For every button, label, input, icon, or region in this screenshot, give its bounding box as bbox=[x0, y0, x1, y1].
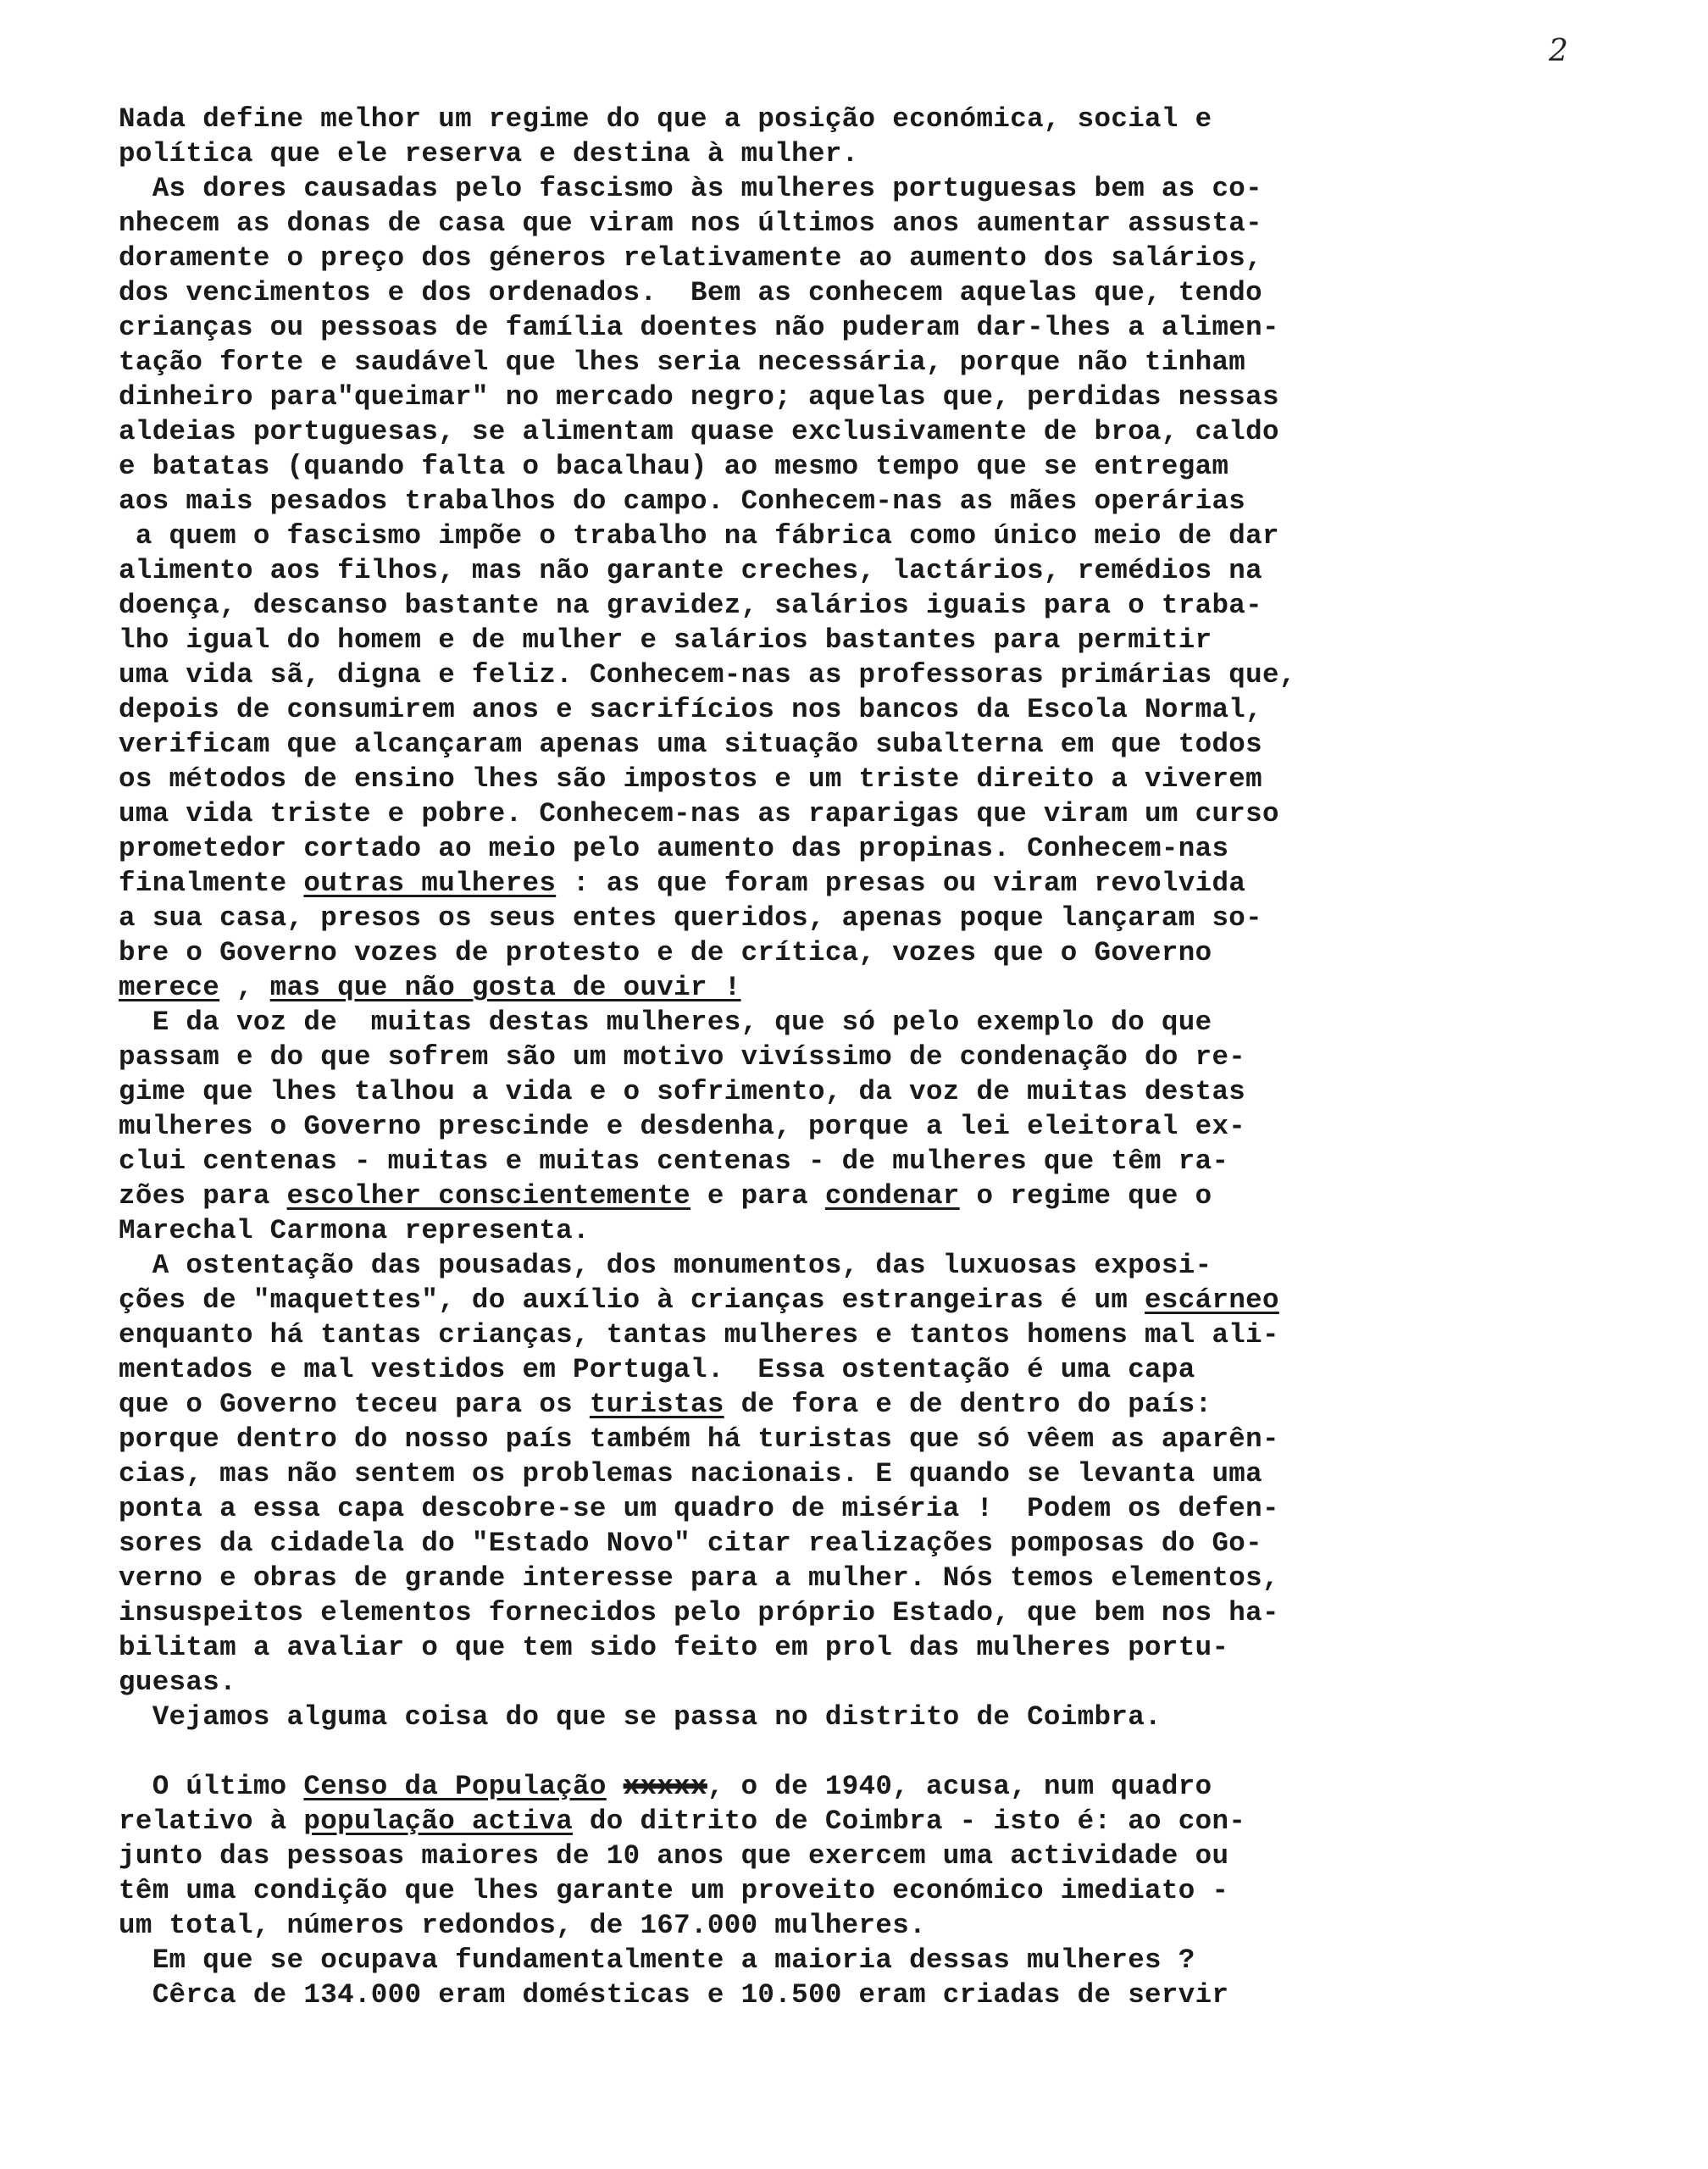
text-segment: sores da cidadela do "Estado Novo" citar realizações pomposas do Go- bbox=[119, 1528, 1263, 1559]
text-segment: mentados e mal vestidos em Portugal. Essa ostentação é uma capa bbox=[119, 1354, 1195, 1385]
text-line bbox=[119, 1978, 1525, 2012]
text-line bbox=[119, 1804, 1525, 1839]
text-segment: nhecem as donas de casa que viram nos últimos anos aumentar assusta- bbox=[119, 208, 1263, 239]
text-line bbox=[119, 1005, 1525, 1040]
document-body bbox=[119, 102, 1525, 2012]
text-segment: cias, mas não sentem os problemas nacionais. E quando se levanta uma bbox=[119, 1458, 1263, 1489]
text-line bbox=[119, 1526, 1525, 1561]
text-segment: gime que lhes talhou a vida e o sofrimento, da voz de muitas destas bbox=[119, 1076, 1246, 1107]
text-segment: E da voz de muitas destas mulheres, que só pelo exemplo do que bbox=[119, 1007, 1212, 1038]
text-line bbox=[119, 1491, 1525, 1526]
text-segment: Nada define melhor um regime do que a posição económica, social e bbox=[119, 103, 1212, 135]
text-line bbox=[119, 310, 1525, 345]
text-segment: Cêrca de 134.000 eram domésticas e 10.500 eram criadas de servir bbox=[119, 1979, 1229, 2011]
text-segment: mulheres o Governo prescinde e desdenha, porque a lei eleitoral ex- bbox=[119, 1111, 1246, 1142]
text-line bbox=[119, 1873, 1525, 1908]
text-line bbox=[119, 241, 1525, 275]
text-segment: dos vencimentos e dos ordenados. Bem as conhecem aquelas que, tendo bbox=[119, 277, 1263, 308]
text-line bbox=[119, 519, 1525, 553]
text-segment: dinheiro para"queimar" no mercado negro; aquelas que, perdidas nessas bbox=[119, 381, 1279, 413]
text-line bbox=[119, 762, 1525, 796]
text-line bbox=[119, 345, 1525, 380]
text-line bbox=[119, 1109, 1525, 1144]
text-segment: : as que foram presas ou viram revolvida bbox=[556, 868, 1246, 899]
text-line bbox=[119, 623, 1525, 657]
text-line bbox=[119, 831, 1525, 866]
text-segment: tação forte e saudável que lhes seria necessária, porque não tinham bbox=[119, 347, 1246, 378]
text-line bbox=[119, 1074, 1525, 1109]
text-segment: passam e do que sofrem são um motivo vivíssimo de condenação do re- bbox=[119, 1041, 1246, 1073]
underlined-phrase: mas que não gosta de ouvir ! bbox=[269, 972, 741, 1003]
text-segment: Marechal Carmona representa. bbox=[119, 1215, 590, 1246]
underlined-phrase: população activa bbox=[303, 1806, 574, 1837]
text-line bbox=[119, 866, 1525, 901]
text-line bbox=[119, 1248, 1525, 1283]
text-segment: e batatas (quando falta o bacalhau) ao mesmo tempo que se entregam bbox=[119, 451, 1229, 482]
text-line bbox=[119, 414, 1525, 449]
text-line bbox=[119, 553, 1525, 588]
text-line bbox=[119, 935, 1525, 970]
text-segment: verificam que alcançaram apenas uma situação subalterna em que todos bbox=[119, 729, 1263, 760]
text-line bbox=[119, 1630, 1525, 1665]
text-line bbox=[119, 692, 1525, 727]
text-segment: Vejamos alguma coisa do que se passa no distrito de Coimbra. bbox=[119, 1701, 1162, 1733]
text-line bbox=[119, 484, 1525, 519]
text-segment: insuspeitos elementos fornecidos pelo próprio Estado, que bem nos ha- bbox=[119, 1597, 1279, 1628]
text-segment: , o de 1940, acusa, num quadro bbox=[707, 1771, 1212, 1802]
text-line bbox=[119, 1317, 1525, 1352]
text-segment: alimento aos filhos, mas não garante creches, lactários, remédios na bbox=[119, 555, 1263, 586]
text-segment: e para bbox=[690, 1180, 825, 1212]
underlined-phrase: merece bbox=[119, 972, 220, 1003]
text-segment: ponta a essa capa descobre-se um quadro de miséria ! Podem os defen- bbox=[119, 1493, 1279, 1524]
text-segment: uma vida sã, digna e feliz. Conhecem-nas as professoras primárias que, bbox=[119, 659, 1296, 691]
text-segment: O último bbox=[119, 1771, 304, 1802]
text-line bbox=[119, 1943, 1525, 1978]
text-line bbox=[119, 1179, 1525, 1213]
text-segment: bilitam a avaliar o que tem sido feito em prol das mulheres portu- bbox=[119, 1632, 1229, 1663]
text-segment: relativo à bbox=[119, 1806, 304, 1837]
text-line bbox=[119, 970, 1525, 1005]
text-line bbox=[119, 588, 1525, 623]
text-line bbox=[119, 1595, 1525, 1630]
text-line bbox=[119, 1561, 1525, 1595]
text-segment: um total, números redondos, de 167.000 mulheres. bbox=[119, 1910, 926, 1941]
text-segment: enquanto há tantas crianças, tantas mulheres e tantos homens mal ali- bbox=[119, 1319, 1279, 1351]
text-line bbox=[119, 1352, 1525, 1387]
text-segment: guesas. bbox=[119, 1667, 236, 1698]
text-segment: clui centenas - muitas e muitas centenas - de mulheres que têm ra- bbox=[119, 1146, 1229, 1177]
text-segment: As dores causadas pelo fascismo às mulheres portuguesas bem as co- bbox=[119, 173, 1263, 204]
text-segment: doença, descanso bastante na gravidez, salários iguais para o traba- bbox=[119, 590, 1263, 621]
text-line bbox=[119, 1769, 1525, 1804]
text-line bbox=[119, 1422, 1525, 1456]
text-line bbox=[119, 1839, 1525, 1873]
text-segment: junto das pessoas maiores de 10 anos que exercem uma actividade ou bbox=[119, 1840, 1229, 1872]
text-segment: porque dentro do nosso país também há turistas que só vêem as aparên- bbox=[119, 1423, 1279, 1455]
text-segment: verno e obras de grande interesse para a mulher. Nós temos elementos, bbox=[119, 1562, 1279, 1594]
text-line bbox=[119, 901, 1525, 935]
text-segment: aos mais pesados trabalhos do campo. Conhecem-nas as mães operárias bbox=[119, 485, 1246, 517]
text-segment: A ostentação das pousadas, dos monumentos, das luxuosas exposi- bbox=[119, 1250, 1212, 1281]
struck-out-word: xxxxx bbox=[623, 1771, 707, 1802]
text-line bbox=[119, 102, 1525, 136]
text-line bbox=[119, 796, 1525, 831]
text-segment: a sua casa, presos os seus entes queridos, apenas poque lançaram so- bbox=[119, 902, 1263, 934]
text-line bbox=[119, 1665, 1525, 1700]
text-line bbox=[119, 206, 1525, 241]
text-line bbox=[119, 1456, 1525, 1491]
text-line bbox=[119, 1387, 1525, 1422]
underlined-phrase: escolher conscientemente bbox=[286, 1180, 691, 1212]
text-segment: os métodos de ensino lhes são impostos e um triste direito a viverem bbox=[119, 763, 1263, 795]
text-segment: lho igual do homem e de mulher e salários bastantes para permitir bbox=[119, 624, 1212, 656]
text-segment: prometedor cortado ao meio pelo aumento das propinas. Conhecem-nas bbox=[119, 833, 1229, 864]
underlined-phrase: Censo da População bbox=[303, 1771, 607, 1802]
text-segment bbox=[607, 1771, 624, 1802]
text-segment: a quem o fascismo impõe o trabalho na fábrica como único meio de dar bbox=[119, 520, 1279, 552]
text-line bbox=[119, 171, 1525, 206]
text-segment: que o Governo teceu para os bbox=[119, 1389, 590, 1420]
text-line bbox=[119, 1283, 1525, 1317]
text-line bbox=[119, 449, 1525, 484]
text-line bbox=[119, 380, 1525, 414]
text-segment: Em que se ocupava fundamentalmente a maioria dessas mulheres ? bbox=[119, 1944, 1195, 1976]
underlined-phrase: turistas bbox=[589, 1389, 724, 1420]
text-segment: o regime que o bbox=[959, 1180, 1212, 1212]
text-segment: uma vida triste e pobre. Conhecem-nas as raparigas que viram um curso bbox=[119, 798, 1279, 829]
text-line bbox=[119, 657, 1525, 692]
text-line bbox=[119, 1144, 1525, 1179]
page-number: 2 bbox=[1549, 34, 1568, 69]
text-line bbox=[119, 1700, 1525, 1734]
text-segment: aldeias portuguesas, se alimentam quase exclusivamente de broa, caldo bbox=[119, 416, 1279, 447]
blank-line bbox=[119, 1734, 1525, 1769]
underlined-phrase: outras mulheres bbox=[303, 868, 557, 899]
text-segment: bre o Governo vozes de protesto e de crítica, vozes que o Governo bbox=[119, 937, 1212, 968]
text-line bbox=[119, 1213, 1525, 1248]
text-segment: de fora e de dentro do país: bbox=[724, 1389, 1212, 1420]
underlined-phrase: condenar bbox=[824, 1180, 960, 1212]
text-line bbox=[119, 1040, 1525, 1074]
text-segment: do ditrito de Coimbra - isto é: ao con- bbox=[573, 1806, 1246, 1837]
text-segment: têm uma condição que lhes garante um proveito económico imediato - bbox=[119, 1875, 1229, 1906]
text-segment: zões para bbox=[119, 1180, 287, 1212]
underlined-phrase: escárneo bbox=[1145, 1284, 1279, 1316]
text-line bbox=[119, 136, 1525, 171]
text-line bbox=[119, 1908, 1525, 1943]
text-segment: crianças ou pessoas de família doentes não puderam dar-lhes a alimen- bbox=[119, 312, 1279, 343]
text-segment: ções de "maquettes", do auxílio à crianças estrangeiras é um bbox=[119, 1284, 1145, 1316]
text-segment: , bbox=[219, 972, 270, 1003]
text-line bbox=[119, 727, 1525, 762]
text-segment: finalmente bbox=[119, 868, 304, 899]
text-segment: política que ele reserva e destina à mulher. bbox=[119, 138, 859, 169]
text-segment: doramente o preço dos géneros relativamente ao aumento dos salários, bbox=[119, 242, 1263, 274]
text-line bbox=[119, 275, 1525, 310]
text-segment: depois de consumirem anos e sacrifícios nos bancos da Escola Normal, bbox=[119, 694, 1263, 725]
